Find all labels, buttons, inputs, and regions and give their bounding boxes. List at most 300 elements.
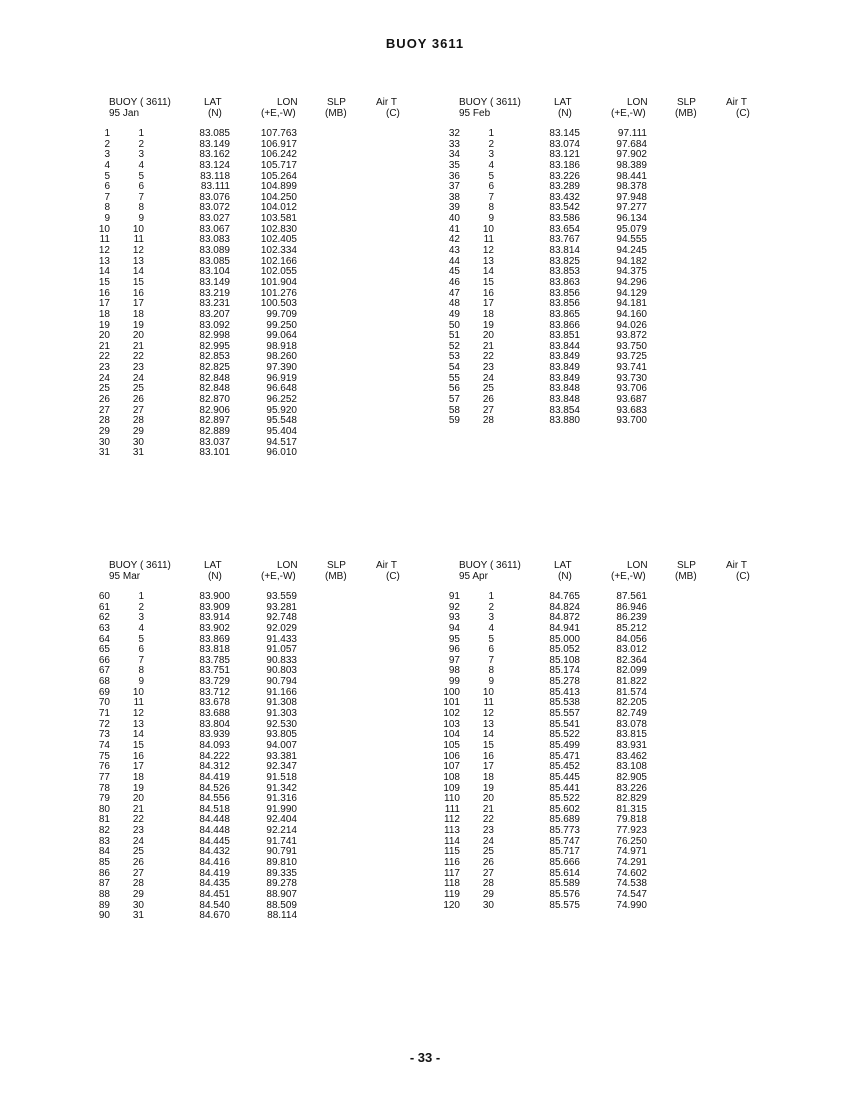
day-of-year-cell: 36 (448, 170, 460, 182)
longitude-cell: 105.264 (260, 170, 297, 182)
latitude-cell: 83.814 (549, 245, 580, 257)
longitude-cell: 95.079 (616, 223, 647, 235)
latitude-cell: 83.219 (199, 287, 230, 299)
longitude-cell: 84.056 (616, 633, 647, 645)
table-body (98, 128, 404, 459)
day-of-year-cell: 63 (98, 622, 110, 634)
lon-unit: (+E,-W) (261, 108, 296, 119)
table-row (98, 255, 404, 268)
latitude-cell: 83.289 (549, 181, 580, 193)
latitude-cell: 84.765 (549, 591, 580, 602)
table-row (443, 771, 754, 784)
day-of-year-cell: 78 (98, 782, 110, 794)
day-of-year-cell: 1 (104, 128, 110, 139)
longitude-cell: 92.347 (266, 761, 297, 773)
day-of-year-cell: 103 (443, 718, 460, 730)
day-of-month-cell: 10 (132, 223, 144, 235)
table-row (448, 128, 754, 140)
longitude-cell: 94.517 (266, 436, 297, 448)
longitude-cell: 89.278 (266, 878, 297, 890)
table-row (98, 362, 404, 374)
table-mar (98, 560, 404, 922)
day-of-month-cell: 9 (488, 213, 494, 225)
longitude-cell: 94.129 (616, 287, 647, 299)
latitude-cell: 83.226 (549, 170, 580, 182)
day-of-month-cell: 4 (138, 622, 144, 634)
table-row (443, 729, 754, 741)
day-of-year-cell: 77 (98, 771, 110, 783)
day-of-month-cell: 18 (132, 771, 144, 783)
latitude-cell: 84.451 (199, 888, 230, 900)
table-row (98, 846, 404, 858)
day-of-month-cell: 12 (132, 708, 144, 720)
table-row (443, 899, 754, 912)
latitude-cell: 85.000 (549, 633, 580, 645)
latitude-cell: 83.085 (199, 255, 230, 267)
latitude-cell: 84.941 (549, 622, 580, 634)
slp-header: SLP (327, 97, 346, 108)
day-of-month-cell: 19 (482, 319, 494, 331)
longitude-cell: 93.683 (616, 404, 647, 416)
day-of-month-cell: 18 (482, 771, 494, 783)
day-of-year-cell: 83 (98, 835, 110, 847)
lat-header: LAT (554, 97, 572, 108)
longitude-cell: 102.830 (260, 223, 297, 235)
day-of-month-cell: 10 (132, 686, 144, 698)
day-of-year-cell: 2 (104, 138, 110, 150)
table-row (98, 644, 404, 656)
day-of-year-cell: 120 (443, 899, 460, 911)
table-row (99, 234, 404, 246)
latitude-cell: 82.906 (199, 404, 230, 416)
day-of-year-cell: 91 (448, 591, 460, 602)
day-of-month-cell: 10 (482, 686, 494, 698)
day-of-year-cell: 29 (98, 425, 110, 437)
day-of-month-cell: 29 (132, 888, 144, 900)
day-of-month-cell: 23 (482, 362, 494, 374)
day-of-month-cell: 23 (132, 825, 144, 837)
longitude-cell: 93.725 (616, 351, 647, 363)
day-of-year-cell: 47 (448, 287, 460, 299)
day-of-month-cell: 14 (482, 729, 494, 741)
day-of-year-cell: 21 (98, 340, 110, 352)
table-row (98, 739, 404, 752)
day-of-year-cell: 33 (448, 138, 460, 150)
longitude-cell: 98.260 (266, 351, 297, 363)
day-of-month-cell: 21 (482, 340, 494, 352)
day-of-year-cell: 16 (98, 287, 110, 299)
table-row (448, 362, 754, 374)
day-of-year-cell: 44 (448, 255, 460, 267)
latitude-cell: 83.712 (199, 686, 230, 698)
longitude-cell: 94.296 (616, 276, 647, 288)
longitude-cell: 96.648 (266, 383, 297, 395)
latitude-cell: 83.880 (549, 415, 580, 427)
day-of-year-cell: 98 (448, 665, 460, 677)
table-row (98, 276, 404, 289)
day-of-month-cell: 26 (132, 857, 144, 869)
day-of-year-cell: 81 (98, 814, 110, 826)
air-temp-unit: (C) (736, 108, 750, 119)
day-of-year-cell: 51 (448, 330, 460, 342)
day-of-month-cell: 1 (488, 591, 494, 602)
day-of-month-cell: 8 (138, 665, 144, 677)
day-of-year-cell: 101 (443, 697, 460, 709)
day-of-month-cell: 6 (138, 181, 144, 193)
latitude-cell: 84.670 (199, 910, 230, 922)
table-feb (448, 97, 754, 427)
latitude-cell: 83.818 (199, 644, 230, 656)
longitude-cell: 88.114 (267, 910, 297, 922)
longitude-cell: 96.134 (616, 213, 647, 225)
latitude-cell: 84.435 (199, 878, 230, 890)
table-body (98, 591, 404, 922)
latitude-cell: 84.540 (199, 899, 230, 911)
longitude-cell: 83.226 (616, 782, 647, 794)
day-of-month-cell: 31 (132, 447, 144, 459)
day-of-year-cell: 104 (443, 729, 460, 741)
table-row (448, 415, 754, 427)
day-of-year-cell: 8 (104, 202, 110, 214)
longitude-cell: 91.433 (266, 633, 297, 645)
latitude-cell: 83.076 (199, 191, 230, 203)
latitude-cell: 85.717 (549, 846, 580, 858)
day-of-month-cell: 16 (482, 287, 494, 299)
table-row (104, 172, 404, 183)
table-row (98, 910, 404, 922)
latitude-cell: 85.441 (549, 782, 580, 794)
table-row (448, 654, 754, 667)
longitude-cell: 82.205 (616, 697, 647, 709)
longitude-cell: 94.026 (616, 319, 647, 331)
day-of-month-cell: 5 (488, 633, 494, 645)
table-row (448, 394, 754, 406)
day-of-year-cell: 80 (98, 803, 110, 815)
day-of-year-cell: 43 (448, 245, 460, 257)
day-of-month-cell: 23 (482, 825, 494, 837)
table-row (448, 319, 754, 332)
latitude-cell: 83.751 (199, 665, 230, 677)
table-row (98, 857, 404, 869)
day-of-month-cell: 15 (482, 739, 494, 751)
latitude-cell: 83.089 (199, 245, 230, 257)
table-row (104, 182, 404, 193)
latitude-cell: 83.849 (549, 362, 580, 374)
day-of-year-cell: 111 (444, 803, 460, 815)
day-of-month-cell: 14 (132, 729, 144, 741)
table-row (98, 686, 404, 699)
longitude-cell: 93.687 (616, 394, 647, 406)
table-row (444, 878, 754, 890)
day-of-year-cell: 27 (98, 404, 110, 416)
latitude-cell: 83.149 (199, 276, 230, 288)
table-row (98, 340, 404, 353)
day-of-month-cell: 21 (132, 340, 144, 352)
latitude-cell: 85.278 (549, 676, 580, 688)
table-row (448, 170, 754, 183)
table-row (448, 159, 754, 172)
longitude-cell: 92.214 (266, 825, 297, 837)
slp-unit: (MB) (325, 571, 347, 582)
longitude-cell: 90.791 (266, 846, 297, 858)
table-row (444, 814, 754, 826)
latitude-cell: 84.445 (199, 835, 230, 847)
table-row (448, 181, 754, 193)
longitude-cell: 81.315 (616, 803, 647, 815)
day-of-month-cell: 17 (482, 761, 494, 773)
table-row (448, 149, 754, 161)
longitude-cell: 74.990 (616, 899, 647, 911)
table-row (104, 193, 404, 204)
latitude-cell: 83.432 (549, 191, 580, 203)
day-of-year-cell: 25 (98, 383, 110, 395)
longitude-cell: 89.810 (266, 857, 297, 869)
table-row (98, 425, 404, 438)
table-row (98, 878, 404, 890)
latitude-cell: 83.849 (549, 351, 580, 363)
day-of-month-cell: 19 (482, 782, 494, 794)
day-of-year-cell: 40 (448, 213, 460, 225)
day-of-year-cell: 57 (448, 394, 460, 406)
longitude-cell: 104.012 (260, 202, 297, 214)
table-row (98, 223, 404, 236)
day-of-month-cell: 17 (132, 761, 144, 773)
day-of-month-cell: 22 (482, 351, 494, 363)
longitude-cell: 88.907 (266, 888, 297, 900)
longitude-cell: 94.375 (616, 266, 647, 278)
table-row (98, 654, 404, 667)
longitude-cell: 91.990 (266, 803, 297, 815)
day-of-month-cell: 30 (132, 899, 144, 911)
latitude-cell: 85.413 (549, 686, 580, 698)
day-of-month-cell: 22 (482, 814, 494, 826)
latitude-cell: 85.108 (549, 654, 580, 666)
longitude-cell: 93.281 (266, 601, 297, 613)
latitude-cell: 83.145 (549, 128, 580, 139)
lat-header: LAT (554, 560, 572, 571)
latitude-cell: 84.448 (199, 825, 230, 837)
day-of-year-cell: 35 (448, 159, 460, 171)
day-of-month-cell: 1 (138, 128, 144, 139)
longitude-cell: 91.308 (266, 697, 297, 709)
day-of-month-cell: 4 (488, 159, 494, 171)
day-of-year-cell: 31 (98, 447, 110, 459)
longitude-cell: 93.750 (616, 340, 647, 352)
latitude-cell: 85.522 (549, 729, 580, 741)
longitude-cell: 107.763 (260, 128, 297, 139)
day-of-year-cell: 6 (104, 181, 110, 193)
day-of-year-cell: 65 (98, 644, 110, 656)
latitude-cell: 85.589 (549, 878, 580, 890)
longitude-cell: 94.555 (616, 234, 647, 246)
day-of-year-cell: 96 (448, 644, 460, 656)
day-of-year-cell: 113 (444, 825, 460, 837)
day-of-year-cell: 115 (444, 846, 460, 858)
table-row (448, 351, 754, 363)
buoy-label: BUOY ( 3611) (109, 97, 171, 108)
longitude-cell: 105.717 (260, 159, 297, 171)
slp-unit: (MB) (675, 108, 697, 119)
day-of-month-cell: 19 (132, 319, 144, 331)
longitude-cell: 99.709 (266, 308, 297, 320)
day-of-year-cell: 79 (98, 793, 110, 805)
day-of-year-cell: 61 (98, 601, 110, 613)
lon-header: LON (627, 97, 648, 108)
longitude-cell: 99.250 (266, 319, 297, 331)
day-of-year-cell: 64 (98, 633, 110, 645)
longitude-cell: 104.899 (260, 181, 297, 193)
longitude-cell: 83.108 (616, 761, 647, 773)
longitude-cell: 92.029 (266, 622, 297, 634)
table-row (104, 203, 404, 214)
latitude-cell: 85.557 (549, 708, 580, 720)
longitude-cell: 86.239 (616, 612, 647, 624)
table-row (448, 601, 754, 614)
day-of-month-cell: 20 (482, 793, 494, 805)
day-of-year-cell: 19 (98, 319, 110, 331)
air-temp-unit: (C) (736, 571, 750, 582)
air-temp-header: Air T (726, 560, 747, 571)
table-row (104, 140, 404, 151)
table-jan (98, 97, 404, 459)
air-temp-header: Air T (376, 560, 397, 571)
latitude-cell: 83.854 (549, 404, 580, 416)
day-of-month-cell: 11 (133, 234, 144, 246)
latitude-cell: 83.866 (549, 319, 580, 331)
latitude-cell: 85.522 (549, 793, 580, 805)
longitude-cell: 96.252 (266, 394, 297, 406)
latitude-cell: 83.037 (199, 436, 230, 448)
latitude-cell: 83.111 (200, 181, 230, 193)
latitude-cell: 83.101 (199, 447, 230, 459)
day-of-month-cell: 7 (138, 654, 144, 666)
latitude-cell: 85.499 (549, 739, 580, 751)
day-of-year-cell: 11 (99, 234, 110, 246)
latitude-cell: 83.678 (199, 697, 230, 709)
latitude-cell: 84.448 (199, 814, 230, 826)
day-of-year-cell: 13 (98, 255, 110, 267)
day-of-year-cell: 97 (448, 654, 460, 666)
table-row (98, 591, 404, 603)
day-of-year-cell: 72 (98, 718, 110, 730)
table-row (98, 718, 404, 731)
day-of-month-cell: 6 (488, 181, 494, 193)
table-row (98, 612, 404, 624)
longitude-cell: 92.748 (266, 612, 297, 624)
table-row (448, 266, 754, 278)
day-of-year-cell: 73 (98, 729, 110, 741)
day-of-month-cell: 7 (488, 654, 494, 666)
air-temp-unit: (C) (386, 108, 400, 119)
latitude-cell: 85.689 (549, 814, 580, 826)
table-row (448, 202, 754, 214)
day-of-year-cell: 70 (98, 697, 110, 709)
latitude-cell: 85.538 (549, 697, 580, 709)
longitude-cell: 102.166 (260, 255, 297, 267)
day-of-month-cell: 30 (482, 899, 494, 911)
longitude-cell: 93.805 (266, 729, 297, 741)
day-of-year-cell: 117 (444, 867, 460, 879)
table-row (443, 708, 754, 720)
longitude-cell: 93.872 (616, 330, 647, 342)
day-of-year-cell: 76 (98, 761, 110, 773)
table-row (448, 383, 754, 395)
table-row (98, 308, 404, 321)
longitude-cell: 97.684 (616, 138, 647, 150)
latitude-cell: 83.863 (549, 276, 580, 288)
air-temp-unit: (C) (386, 571, 400, 582)
day-of-year-cell: 67 (98, 665, 110, 677)
latitude-cell: 85.471 (549, 750, 580, 762)
day-of-month-cell: 25 (482, 383, 494, 395)
latitude-cell: 83.856 (549, 298, 580, 310)
table-row (443, 782, 754, 795)
table-row (98, 867, 404, 880)
day-of-year-cell: 106 (443, 750, 460, 762)
longitude-cell: 94.160 (616, 308, 647, 320)
longitude-cell: 74.971 (616, 846, 647, 858)
day-of-month-cell: 28 (132, 878, 144, 890)
day-of-year-cell: 74 (98, 739, 110, 751)
longitude-cell: 93.559 (266, 591, 297, 602)
latitude-cell: 83.848 (549, 394, 580, 406)
table-row (98, 436, 404, 449)
table-row (448, 245, 754, 257)
table-row (98, 330, 404, 342)
day-of-month-cell: 15 (482, 276, 494, 288)
latitude-cell: 83.124 (199, 159, 230, 171)
table-row (98, 729, 404, 741)
day-of-year-cell: 5 (104, 170, 110, 182)
latitude-cell: 83.853 (549, 266, 580, 278)
latitude-cell: 85.541 (549, 718, 580, 730)
day-of-year-cell: 93 (448, 612, 460, 624)
table-row (443, 750, 754, 763)
table-row (448, 213, 754, 225)
page-title: BUOY 3611 (385, 36, 465, 51)
table-row (98, 708, 404, 720)
day-of-year-cell: 99 (448, 676, 460, 688)
longitude-cell: 83.012 (616, 644, 647, 656)
latitude-cell: 84.312 (199, 761, 230, 773)
slp-header: SLP (677, 97, 696, 108)
day-of-year-cell: 49 (448, 308, 460, 320)
day-of-month-cell: 4 (138, 159, 144, 171)
day-of-month-cell: 9 (488, 676, 494, 688)
latitude-cell: 85.576 (549, 888, 580, 900)
latitude-cell: 82.825 (199, 362, 230, 374)
table-row (443, 739, 754, 752)
table-apr (443, 560, 754, 911)
day-of-month-cell: 26 (482, 394, 494, 406)
longitude-cell: 93.700 (616, 415, 647, 427)
lon-unit: (+E,-W) (261, 571, 296, 582)
day-of-month-cell: 2 (488, 601, 494, 613)
longitude-cell: 83.078 (616, 718, 647, 730)
table-header (454, 561, 754, 583)
day-of-month-cell: 27 (482, 404, 494, 416)
table-row (98, 803, 404, 816)
day-of-year-cell: 54 (448, 362, 460, 374)
latitude-cell: 83.231 (199, 298, 230, 310)
longitude-cell: 104.250 (260, 191, 297, 203)
table-row (98, 750, 404, 763)
day-of-month-cell: 13 (132, 718, 144, 730)
day-of-year-cell: 62 (98, 612, 110, 624)
table-row (98, 835, 404, 848)
longitude-cell: 94.181 (616, 298, 647, 310)
day-of-month-cell: 27 (132, 404, 144, 416)
